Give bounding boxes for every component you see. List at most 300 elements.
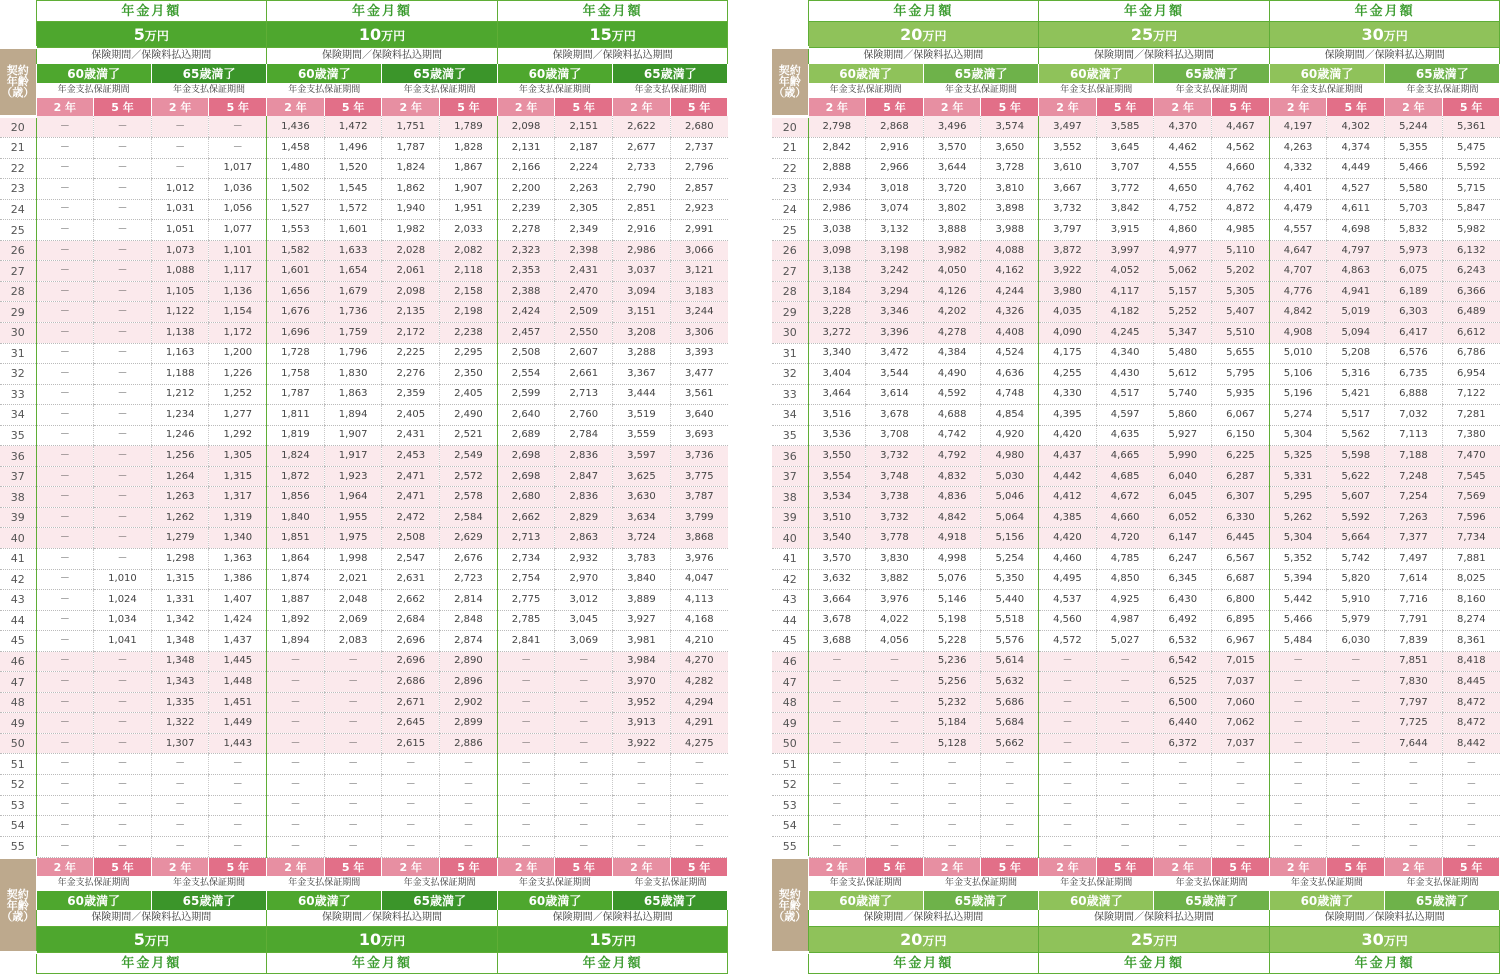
table-row <box>0 651 728 672</box>
value-cell: 1,305 <box>209 446 267 467</box>
value-cell: 1,451 <box>209 692 267 713</box>
value-cell: 2,848 <box>440 610 498 631</box>
value-cell: 3,783 <box>613 548 671 569</box>
value-cell: － <box>94 138 152 159</box>
value-cell: 7,254 <box>1385 487 1443 508</box>
value-cell: 6,430 <box>1154 590 1212 611</box>
value-cell: － <box>94 364 152 385</box>
maturity-60-label: 60歳満了 <box>808 64 923 83</box>
year-5-label: 5 年 <box>555 98 613 116</box>
value-cell: 1,502 <box>267 179 325 200</box>
value-cell: － <box>151 754 209 775</box>
value-cell: 3,069 <box>555 631 613 652</box>
value-cell: 2,135 <box>382 302 440 323</box>
value-cell: 3,840 <box>613 569 671 590</box>
value-cell: － <box>808 692 866 713</box>
value-cell: － <box>1327 795 1385 816</box>
value-cell: 2,868 <box>866 116 924 138</box>
value-cell: 4,420 <box>1039 425 1097 446</box>
value-cell: 2,932 <box>555 548 613 569</box>
year-2-label: 2 年 <box>1269 98 1327 116</box>
value-cell: 5,475 <box>1442 138 1500 159</box>
table-row <box>0 384 728 405</box>
table-row <box>0 816 728 837</box>
value-cell: － <box>497 775 555 796</box>
value-cell: － <box>267 836 325 858</box>
pension-amount <box>36 22 267 48</box>
value-cell: 4,270 <box>670 651 728 672</box>
pension-monthly-label: 年金月額 <box>1269 953 1500 974</box>
value-cell: 1,056 <box>209 199 267 220</box>
value-cell: － <box>1212 775 1270 796</box>
value-cell: － <box>440 816 498 837</box>
value-cell: 2,607 <box>555 343 613 364</box>
value-cell: 1,322 <box>151 713 209 734</box>
value-cell: 1,553 <box>267 220 325 241</box>
value-cell: 5,979 <box>1327 610 1385 631</box>
value-cell: 5,576 <box>981 631 1039 652</box>
pension-amount-number: 30 <box>1361 24 1384 44</box>
value-cell: 1,034 <box>94 610 152 631</box>
value-cell: 5,262 <box>1269 507 1327 528</box>
age-cell: 26 <box>772 240 808 261</box>
value-cell: 1,252 <box>209 384 267 405</box>
value-cell: 3,574 <box>981 116 1039 138</box>
age-cell: 47 <box>772 672 808 693</box>
value-cell: － <box>36 302 94 323</box>
value-cell: 4,395 <box>1039 405 1097 426</box>
value-cell: 2,554 <box>497 364 555 385</box>
value-cell: 4,592 <box>923 384 981 405</box>
value-cell: － <box>267 672 325 693</box>
value-cell: 4,294 <box>670 692 728 713</box>
value-cell: 3,151 <box>613 302 671 323</box>
value-cell: 3,244 <box>670 302 728 323</box>
contract-age-header-line: （歳） <box>773 909 807 923</box>
value-cell: 3,980 <box>1039 281 1097 302</box>
insurance-period-label: 保険期間／保険料払込期間 <box>497 48 728 65</box>
value-cell: 1,601 <box>267 261 325 282</box>
value-cell: 6,147 <box>1154 528 1212 549</box>
value-cell: － <box>94 179 152 200</box>
value-cell: 2,676 <box>440 548 498 569</box>
pension-amount-number: 20 <box>900 929 923 949</box>
value-cell: 3,678 <box>866 405 924 426</box>
age-cell: 39 <box>0 507 36 528</box>
value-cell: － <box>267 733 325 754</box>
value-cell: － <box>555 816 613 837</box>
value-cell: 4,562 <box>1212 138 1270 159</box>
value-cell: 6,440 <box>1154 713 1212 734</box>
value-cell: 3,997 <box>1096 240 1154 261</box>
value-cell: 2,986 <box>808 199 866 220</box>
value-cell: 2,405 <box>382 405 440 426</box>
value-cell: 3,913 <box>613 713 671 734</box>
guarantee-period-label: 年金支払保証期間 <box>1154 876 1269 891</box>
pension-monthly-label: 年金月額 <box>1039 953 1270 974</box>
value-cell: 7,032 <box>1385 405 1443 426</box>
value-cell: 8,274 <box>1442 610 1500 631</box>
value-cell: － <box>1385 816 1443 837</box>
maturity-65-label: 65歳満了 <box>1385 891 1500 910</box>
value-cell: 4,860 <box>1154 220 1212 241</box>
value-cell: － <box>1269 692 1327 713</box>
value-cell: 6,542 <box>1154 651 1212 672</box>
value-cell: 4,175 <box>1039 343 1097 364</box>
value-cell: － <box>36 816 94 837</box>
value-cell: 3,667 <box>1039 179 1097 200</box>
value-cell: － <box>36 754 94 775</box>
value-cell: 3,404 <box>808 364 866 385</box>
insurance-period-label: 保険期間／保険料払込期間 <box>36 910 267 927</box>
guarantee-period-label: 年金支払保証期間 <box>1039 876 1154 891</box>
value-cell: 3,810 <box>981 179 1039 200</box>
year-5-label: 5 年 <box>670 858 728 877</box>
maturity-65-label: 65歳満了 <box>382 891 497 910</box>
table-row <box>0 754 728 775</box>
age-cell: 24 <box>0 199 36 220</box>
value-cell: － <box>36 343 94 364</box>
maturity-65-label: 65歳満了 <box>151 891 266 910</box>
table-row <box>772 405 1500 426</box>
value-cell: 3,472 <box>866 343 924 364</box>
value-cell: 2,970 <box>555 569 613 590</box>
value-cell: － <box>555 651 613 672</box>
table-row <box>772 590 1500 611</box>
value-cell: － <box>94 158 152 179</box>
value-cell: 3,184 <box>808 281 866 302</box>
value-cell: 1,279 <box>151 528 209 549</box>
value-cell: 4,650 <box>1154 179 1212 200</box>
value-cell: 4,854 <box>981 405 1039 426</box>
value-cell: － <box>866 733 924 754</box>
maturity-60-label: 60歳満了 <box>267 891 382 910</box>
value-cell: － <box>267 754 325 775</box>
value-cell: 2,899 <box>440 713 498 734</box>
value-cell: 4,168 <box>670 610 728 631</box>
value-cell: 5,622 <box>1327 466 1385 487</box>
value-cell: 1,758 <box>267 364 325 385</box>
age-cell: 43 <box>0 590 36 611</box>
value-cell: － <box>36 713 94 734</box>
value-cell: 2,841 <box>497 631 555 652</box>
value-cell: － <box>1212 754 1270 775</box>
table-row <box>0 138 728 159</box>
age-cell: 39 <box>772 507 808 528</box>
pension-amount-number: 30 <box>1361 929 1384 949</box>
age-cell: 55 <box>0 836 36 858</box>
value-cell: 1,796 <box>324 343 382 364</box>
value-cell: 5,927 <box>1154 425 1212 446</box>
value-cell: 5,580 <box>1385 179 1443 200</box>
value-cell: － <box>981 836 1039 858</box>
value-cell: － <box>613 775 671 796</box>
value-cell: － <box>209 138 267 159</box>
value-cell: 2,874 <box>440 631 498 652</box>
value-cell: － <box>1096 733 1154 754</box>
value-cell: 4,326 <box>981 302 1039 323</box>
value-cell: － <box>36 775 94 796</box>
year-2-label: 2 年 <box>382 858 440 877</box>
value-cell: 5,106 <box>1269 364 1327 385</box>
value-cell: － <box>36 651 94 672</box>
value-cell: － <box>981 816 1039 837</box>
value-cell: 4,291 <box>670 713 728 734</box>
value-cell: － <box>670 795 728 816</box>
value-cell: 1,024 <box>94 590 152 611</box>
value-cell: 2,508 <box>382 528 440 549</box>
value-cell: 5,484 <box>1269 631 1327 652</box>
value-cell: 2,353 <box>497 261 555 282</box>
value-cell: 3,306 <box>670 322 728 343</box>
corner-cell <box>0 1 36 22</box>
value-cell: － <box>1096 816 1154 837</box>
value-cell: － <box>1442 775 1500 796</box>
value-cell: 4,302 <box>1327 116 1385 138</box>
table-row <box>772 775 1500 796</box>
value-cell: － <box>151 836 209 858</box>
value-cell: 3,772 <box>1096 179 1154 200</box>
age-cell: 38 <box>772 487 808 508</box>
value-cell: 2,131 <box>497 138 555 159</box>
age-cell: 41 <box>772 548 808 569</box>
pension-table-left <box>0 0 728 974</box>
value-cell: 4,660 <box>1096 507 1154 528</box>
value-cell: 3,198 <box>866 240 924 261</box>
value-cell: 2,405 <box>440 384 498 405</box>
value-cell: － <box>1212 816 1270 837</box>
value-cell: 2,689 <box>497 425 555 446</box>
age-cell: 44 <box>772 610 808 631</box>
value-cell: 4,460 <box>1039 548 1097 569</box>
value-cell: 2,888 <box>808 158 866 179</box>
value-cell: 1,982 <box>382 220 440 241</box>
value-cell: 4,113 <box>670 590 728 611</box>
maturity-65-label: 65歳満了 <box>923 64 1038 83</box>
value-cell: 5,316 <box>1327 364 1385 385</box>
value-cell: 2,686 <box>382 672 440 693</box>
pension-amount-number: 15 <box>589 24 612 44</box>
value-cell: － <box>151 816 209 837</box>
value-cell: 4,449 <box>1327 158 1385 179</box>
value-cell: 7,377 <box>1385 528 1443 549</box>
value-cell: － <box>808 795 866 816</box>
value-cell: 3,497 <box>1039 116 1097 138</box>
value-cell: － <box>94 240 152 261</box>
value-cell: 3,536 <box>808 425 866 446</box>
age-cell: 42 <box>0 569 36 590</box>
value-cell: 4,022 <box>866 610 924 631</box>
value-cell: 4,088 <box>981 240 1039 261</box>
value-cell: 5,518 <box>981 610 1039 631</box>
value-cell: 1,445 <box>209 651 267 672</box>
value-cell: － <box>36 158 94 179</box>
value-cell: 5,614 <box>981 651 1039 672</box>
value-cell: 6,735 <box>1385 364 1443 385</box>
value-cell: － <box>36 487 94 508</box>
value-cell: 6,895 <box>1212 610 1270 631</box>
value-cell: － <box>1039 672 1097 693</box>
value-cell: － <box>981 795 1039 816</box>
value-cell: － <box>36 466 94 487</box>
pension-amount <box>1269 927 1500 953</box>
value-cell: 2,784 <box>555 425 613 446</box>
value-cell: － <box>555 713 613 734</box>
value-cell: 2,359 <box>382 384 440 405</box>
value-cell: 5,347 <box>1154 322 1212 343</box>
value-cell: 2,549 <box>440 446 498 467</box>
value-cell: 4,660 <box>1212 158 1270 179</box>
value-cell: 1,315 <box>209 466 267 487</box>
value-cell: － <box>1096 713 1154 734</box>
value-cell: 6,150 <box>1212 425 1270 446</box>
maturity-60-label: 60歳満了 <box>497 64 612 83</box>
insurance-period-label: 保険期間／保険料払込期間 <box>1039 48 1270 65</box>
value-cell: 2,187 <box>555 138 613 159</box>
table-row <box>0 446 728 467</box>
value-cell: － <box>94 281 152 302</box>
value-cell: 2,680 <box>497 487 555 508</box>
value-cell: 3,138 <box>808 261 866 282</box>
value-cell: － <box>1385 836 1443 858</box>
value-cell: 1,887 <box>267 590 325 611</box>
value-cell: 1,824 <box>382 158 440 179</box>
value-cell: 5,655 <box>1212 343 1270 364</box>
value-cell: 2,671 <box>382 692 440 713</box>
value-cell: 3,552 <box>1039 138 1097 159</box>
value-cell: 1,633 <box>324 240 382 261</box>
value-cell: 1,736 <box>324 302 382 323</box>
pension-amount-unit: 万円 <box>1383 933 1408 948</box>
pension-amount-number: 5 <box>133 929 145 949</box>
value-cell: 5,325 <box>1269 446 1327 467</box>
value-cell: 4,374 <box>1327 138 1385 159</box>
age-cell: 42 <box>772 569 808 590</box>
value-cell: 2,696 <box>382 631 440 652</box>
value-cell: 3,708 <box>866 425 924 446</box>
value-cell: 2,629 <box>440 528 498 549</box>
age-cell: 40 <box>0 528 36 549</box>
pension-amount <box>1039 927 1270 953</box>
value-cell: 3,707 <box>1096 158 1154 179</box>
value-cell: － <box>1039 775 1097 796</box>
value-cell: － <box>497 754 555 775</box>
value-cell: 4,527 <box>1327 179 1385 200</box>
value-cell: 5,684 <box>981 713 1039 734</box>
value-cell: － <box>440 754 498 775</box>
value-cell: 1,088 <box>151 261 209 282</box>
value-cell: － <box>808 754 866 775</box>
value-cell: 1,862 <box>382 179 440 200</box>
table-row <box>772 364 1500 385</box>
value-cell: 4,275 <box>670 733 728 754</box>
value-cell: 4,555 <box>1154 158 1212 179</box>
value-cell: 4,340 <box>1096 343 1154 364</box>
insurance-period-label: 保険期間／保険料払込期間 <box>267 910 498 927</box>
value-cell: 6,500 <box>1154 692 1212 713</box>
table-row <box>0 405 728 426</box>
value-cell: 4,370 <box>1154 116 1212 138</box>
guarantee-period-label: 年金支払保証期間 <box>1154 83 1269 98</box>
value-cell: 2,118 <box>440 261 498 282</box>
insurance-period-label: 保険期間／保険料払込期間 <box>497 910 728 927</box>
value-cell: 3,952 <box>613 692 671 713</box>
value-cell: 5,795 <box>1212 364 1270 385</box>
year-2-label: 2 年 <box>1385 858 1443 877</box>
year-5-label: 5 年 <box>440 858 498 877</box>
value-cell: 2,239 <box>497 199 555 220</box>
value-cell: 2,457 <box>497 322 555 343</box>
value-cell: 1,824 <box>267 446 325 467</box>
value-cell: 6,567 <box>1212 548 1270 569</box>
value-cell: 4,742 <box>923 425 981 446</box>
value-cell: 4,197 <box>1269 116 1327 138</box>
value-cell: － <box>1212 836 1270 858</box>
value-cell: － <box>1154 775 1212 796</box>
guarantee-period-label: 年金支払保証期間 <box>36 876 151 891</box>
value-cell: 1,907 <box>440 179 498 200</box>
table-row <box>0 240 728 261</box>
pension-amount <box>808 927 1039 953</box>
value-cell: 1,437 <box>209 631 267 652</box>
pension-amount-unit: 万円 <box>1153 28 1178 43</box>
value-cell: 1,443 <box>209 733 267 754</box>
value-cell: － <box>497 795 555 816</box>
value-cell: － <box>1269 754 1327 775</box>
value-cell: 3,444 <box>613 384 671 405</box>
value-cell: 4,672 <box>1096 487 1154 508</box>
value-cell: － <box>36 528 94 549</box>
value-cell: 1,031 <box>151 199 209 220</box>
table-row <box>772 631 1500 652</box>
value-cell: 2,684 <box>382 610 440 631</box>
age-cell: 25 <box>772 220 808 241</box>
value-cell: － <box>555 692 613 713</box>
value-cell: 3,132 <box>866 220 924 241</box>
value-cell: 3,242 <box>866 261 924 282</box>
value-cell: 3,970 <box>613 672 671 693</box>
table-row <box>772 158 1500 179</box>
value-cell: 7,797 <box>1385 692 1443 713</box>
value-cell: － <box>209 836 267 858</box>
value-cell: 5,664 <box>1327 528 1385 549</box>
contract-age-header-line: （歳） <box>1 86 35 100</box>
pension-amount-unit: 万円 <box>922 933 947 948</box>
age-cell: 27 <box>772 261 808 282</box>
value-cell: 3,516 <box>808 405 866 426</box>
value-cell: 1,319 <box>209 507 267 528</box>
corner-cell <box>0 953 36 974</box>
value-cell: 1,163 <box>151 343 209 364</box>
value-cell: 7,281 <box>1442 405 1500 426</box>
value-cell: － <box>866 775 924 796</box>
value-cell: － <box>382 836 440 858</box>
value-cell: 4,987 <box>1096 610 1154 631</box>
value-cell: 2,028 <box>382 240 440 261</box>
value-cell: 1,582 <box>267 240 325 261</box>
value-cell: 1,246 <box>151 425 209 446</box>
value-cell: 1,458 <box>267 138 325 159</box>
value-cell: － <box>497 651 555 672</box>
guarantee-period-label: 年金支払保証期間 <box>923 83 1038 98</box>
pension-monthly-label: 年金月額 <box>267 953 498 974</box>
value-cell: 3,640 <box>670 405 728 426</box>
contract-age-header <box>0 858 36 953</box>
value-cell: 2,349 <box>555 220 613 241</box>
pension-amount-unit: 万円 <box>381 933 406 948</box>
guarantee-period-label: 年金支払保証期間 <box>1269 83 1384 98</box>
year-2-label: 2 年 <box>151 858 209 877</box>
